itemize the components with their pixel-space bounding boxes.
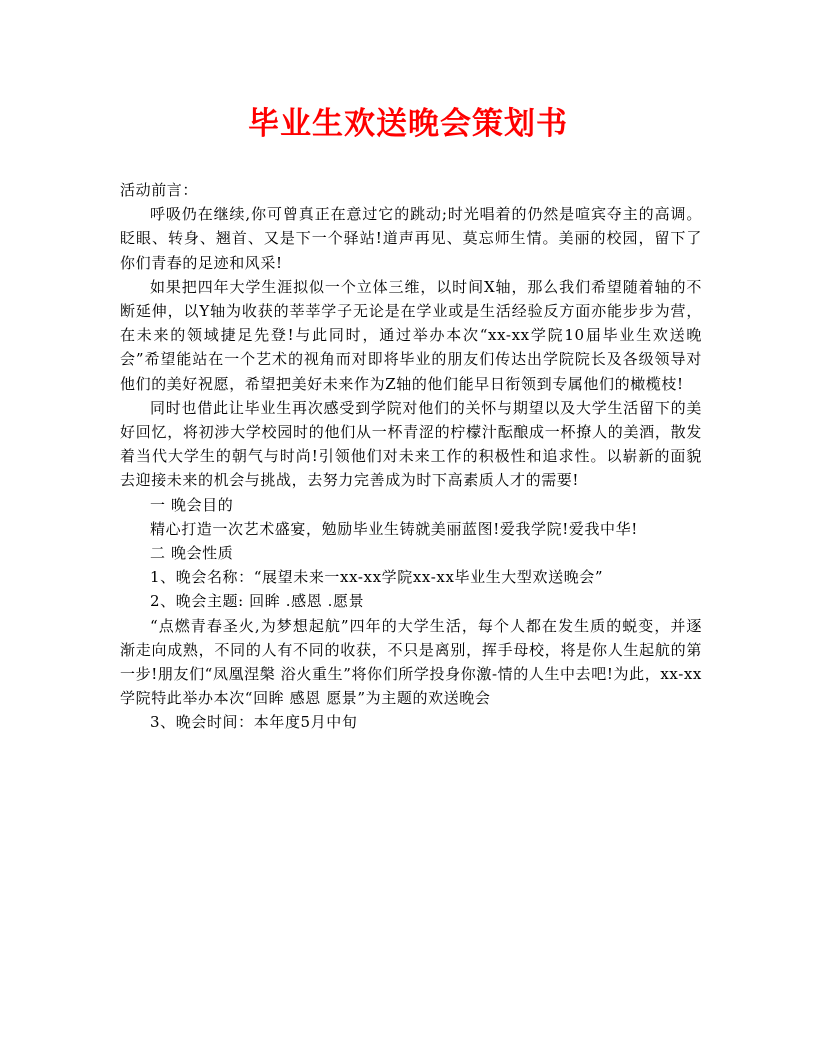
- paragraph-purpose: 精心打造一次艺术盛宴，勉励毕业生铸就美丽蓝图!爱我学院!爱我中华!: [150, 519, 638, 538]
- paragraph-axis-metaphor: 如果把四年大学生涯拟似一个立体三维，以时间X轴，那么我们希望随着轴的不断延伸，以Y轴为收获的莘莘学子无论是在学业或是生活经验反方面亦能步步为营，在未来的领域捷足先登!与此同时，通过举办本次“xx-xx学院10届毕业生欢送晚会”希望能站在一个艺术的视角而对即将毕业的朋友们传达出学院院长及各级领导对他们的美好祝愿，希望把美好未来作为Z轴的他们能早日衔领到专属他们的橄榄枝!: [120, 277, 702, 393]
- paragraph-memories: 同时也借此让毕业生再次感受到学院对他们的关怀与期望以及大学生活留下的美好回忆，将初涉大学校园时的他们从一杯青涩的柠檬汁酝酿成一杯撩人的美酒，散发着当代大学生的朝气与时尚!引领他们对未来工作的积极性和追求性。以崭新的面貌去迎接未来的机会与挑战，去努力完善成为时下高素质人才的需要!: [120, 398, 702, 490]
- item-gala-theme: 2、晚会主题: 回眸 .感恩 .愿景: [150, 592, 365, 611]
- paragraph-intro: 呼吸仍在继续,你可曾真正在意过它的跳动;时光唱着的仍然是喧宾夺主的高调。眨眼、转身、翘首、又是下一个驿站!道声再见、莫忘师生情。美丽的校园，留下了你们青春的足迹和风采!: [120, 205, 702, 272]
- section-heading-purpose: 一 晚会目的: [150, 495, 234, 514]
- paragraph-preface-label: 活动前言：: [120, 181, 199, 199]
- document-title: 毕业生欢送晚会策划书: [248, 106, 568, 142]
- item-gala-name: 1、晚会名称：“展望未来一xx-xx学院xx-xx毕业生大型欢送晚会”: [150, 568, 604, 587]
- section-heading-nature: 二 晚会性质: [150, 544, 234, 563]
- paragraph-theme-description: “点燃青春圣火,为梦想起航”四年的大学生活，每个人都在发生质的蜕变，并逐渐走向成熟，不同的人有不同的收获，不只是离别，挥手母校，将是你人生起航的第一步!朋友们“凤凰涅槃 浴火重生”将你们所学投身你激-情的人生中去吧!为此，xx-xx学院特此举办本次“回眸 感恩 愿景”为主题的欢送晚会: [120, 616, 702, 708]
- item-gala-time: 3、晚会时间：本年度5月中旬: [150, 713, 358, 732]
- document-body: [120, 178, 702, 735]
